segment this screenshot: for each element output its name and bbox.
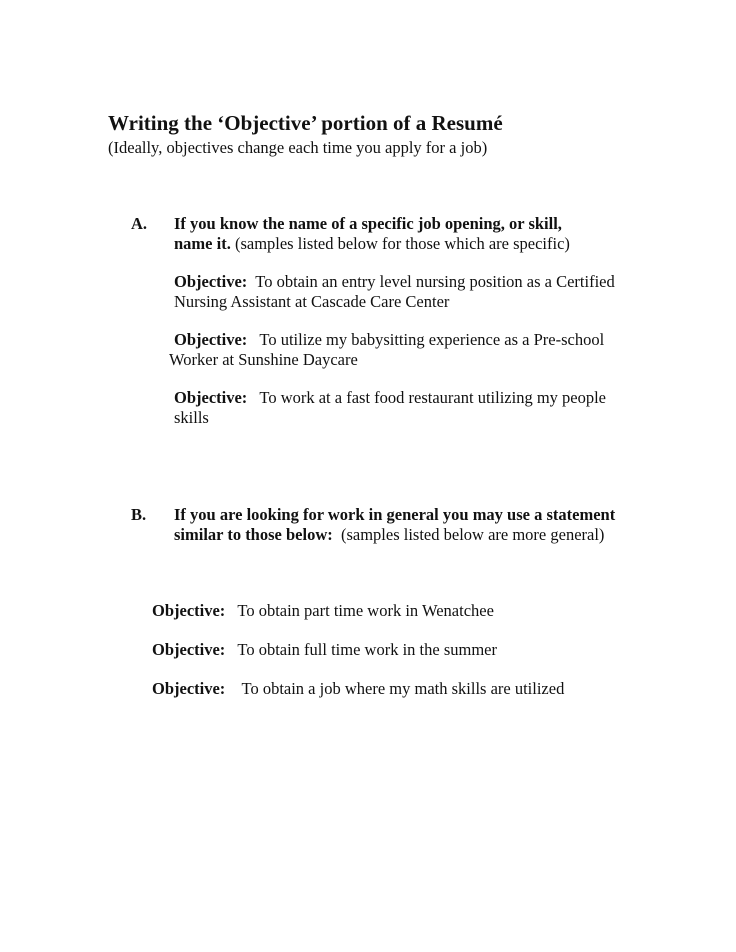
objective-a1-line1 bbox=[174, 272, 615, 292]
objective-label: Objective: bbox=[152, 601, 226, 620]
objective-label: Objective: bbox=[152, 679, 226, 698]
section-b-heading-line1 bbox=[174, 505, 615, 525]
objective-a3-line1 bbox=[174, 388, 606, 408]
objective-a3-text: To work at a fast food restaurant utilizing my people bbox=[247, 388, 607, 407]
page-title: Writing the ‘Objective’ portion of a Resumé bbox=[108, 111, 503, 135]
section-a-heading-rest: (samples listed below for those which are specific) bbox=[230, 234, 570, 253]
objective-a2-line2: Worker at Sunshine Daycare bbox=[169, 350, 358, 369]
objective-label: Objective: bbox=[174, 330, 248, 349]
section-a-heading-line2 bbox=[174, 234, 570, 254]
section-b-heading-line2 bbox=[174, 525, 604, 545]
objective-b2 bbox=[152, 640, 497, 660]
section-a-heading-line1 bbox=[174, 214, 562, 234]
section-a-marker: A. bbox=[131, 214, 148, 233]
objective-a1-text: To obtain an entry level nursing position as a Certified bbox=[247, 272, 615, 291]
objective-b2-text: To obtain full time work in the summer bbox=[225, 640, 497, 659]
section-b-heading-rest: (samples listed below are more general) bbox=[332, 525, 605, 544]
section-b-heading-line1-text: If you are looking for work in general you may use a statement bbox=[174, 505, 616, 524]
objective-b1-text: To obtain part time work in Wenatchee bbox=[225, 601, 494, 620]
section-a-heading-line1-text: If you know the name of a specific job opening, or skill, bbox=[174, 214, 562, 233]
objective-a2-line1 bbox=[174, 330, 604, 350]
objective-a1-line2: Nursing Assistant at Cascade Care Center bbox=[174, 292, 450, 311]
page-subtitle: (Ideally, objectives change each time you apply for a job) bbox=[108, 138, 488, 157]
objective-a2-text: To utilize my babysitting experience as a Pre-school bbox=[247, 330, 605, 349]
objective-label: Objective: bbox=[152, 640, 226, 659]
objective-b3-text: To obtain a job where my math skills are utilized bbox=[225, 679, 565, 698]
section-b-marker: B. bbox=[131, 505, 147, 524]
objective-label: Objective: bbox=[174, 272, 248, 291]
objective-b3 bbox=[152, 679, 564, 699]
section-a-heading-bold: name it. bbox=[174, 234, 231, 253]
section-b-heading-bold: similar to those below: bbox=[174, 525, 333, 544]
objective-label: Objective: bbox=[174, 388, 248, 407]
objective-a3-line2: skills bbox=[174, 408, 209, 427]
objective-b1 bbox=[152, 601, 494, 621]
